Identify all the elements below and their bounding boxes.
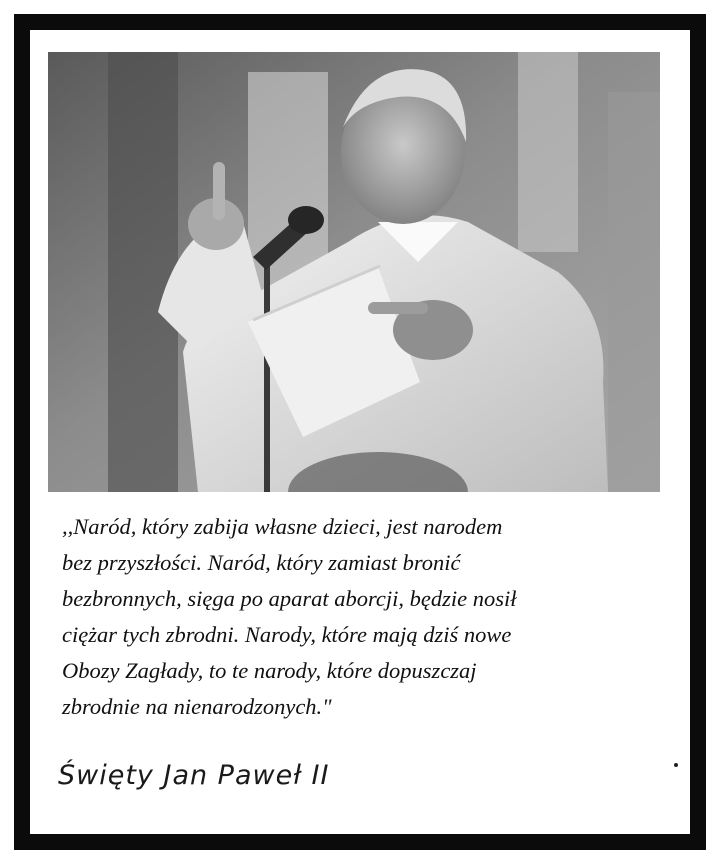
- portrait-photo: [48, 52, 660, 492]
- quote-line: ,,Naród, który zabija własne dzieci, jest narodem: [62, 514, 503, 539]
- portrait-photo-icon: [48, 52, 660, 492]
- author-signature: Święty Jan Paweł II: [58, 760, 330, 791]
- quote-line: bezbronnych, sięga po aparat aborcji, będzie nosił: [62, 586, 517, 611]
- quote-line: Obozy Zagłady, to te narody, które dopuszczaj: [62, 658, 477, 683]
- quote-text: [62, 509, 662, 725]
- stray-dot: [674, 763, 678, 767]
- quote-line: ciężar tych zbrodni. Narody, które mają dziś nowe: [62, 622, 512, 647]
- quote-line: bez przyszłości. Naród, który zamiast bronić: [62, 550, 461, 575]
- quote-line: zbrodnie na nienarodzonych.": [62, 694, 332, 719]
